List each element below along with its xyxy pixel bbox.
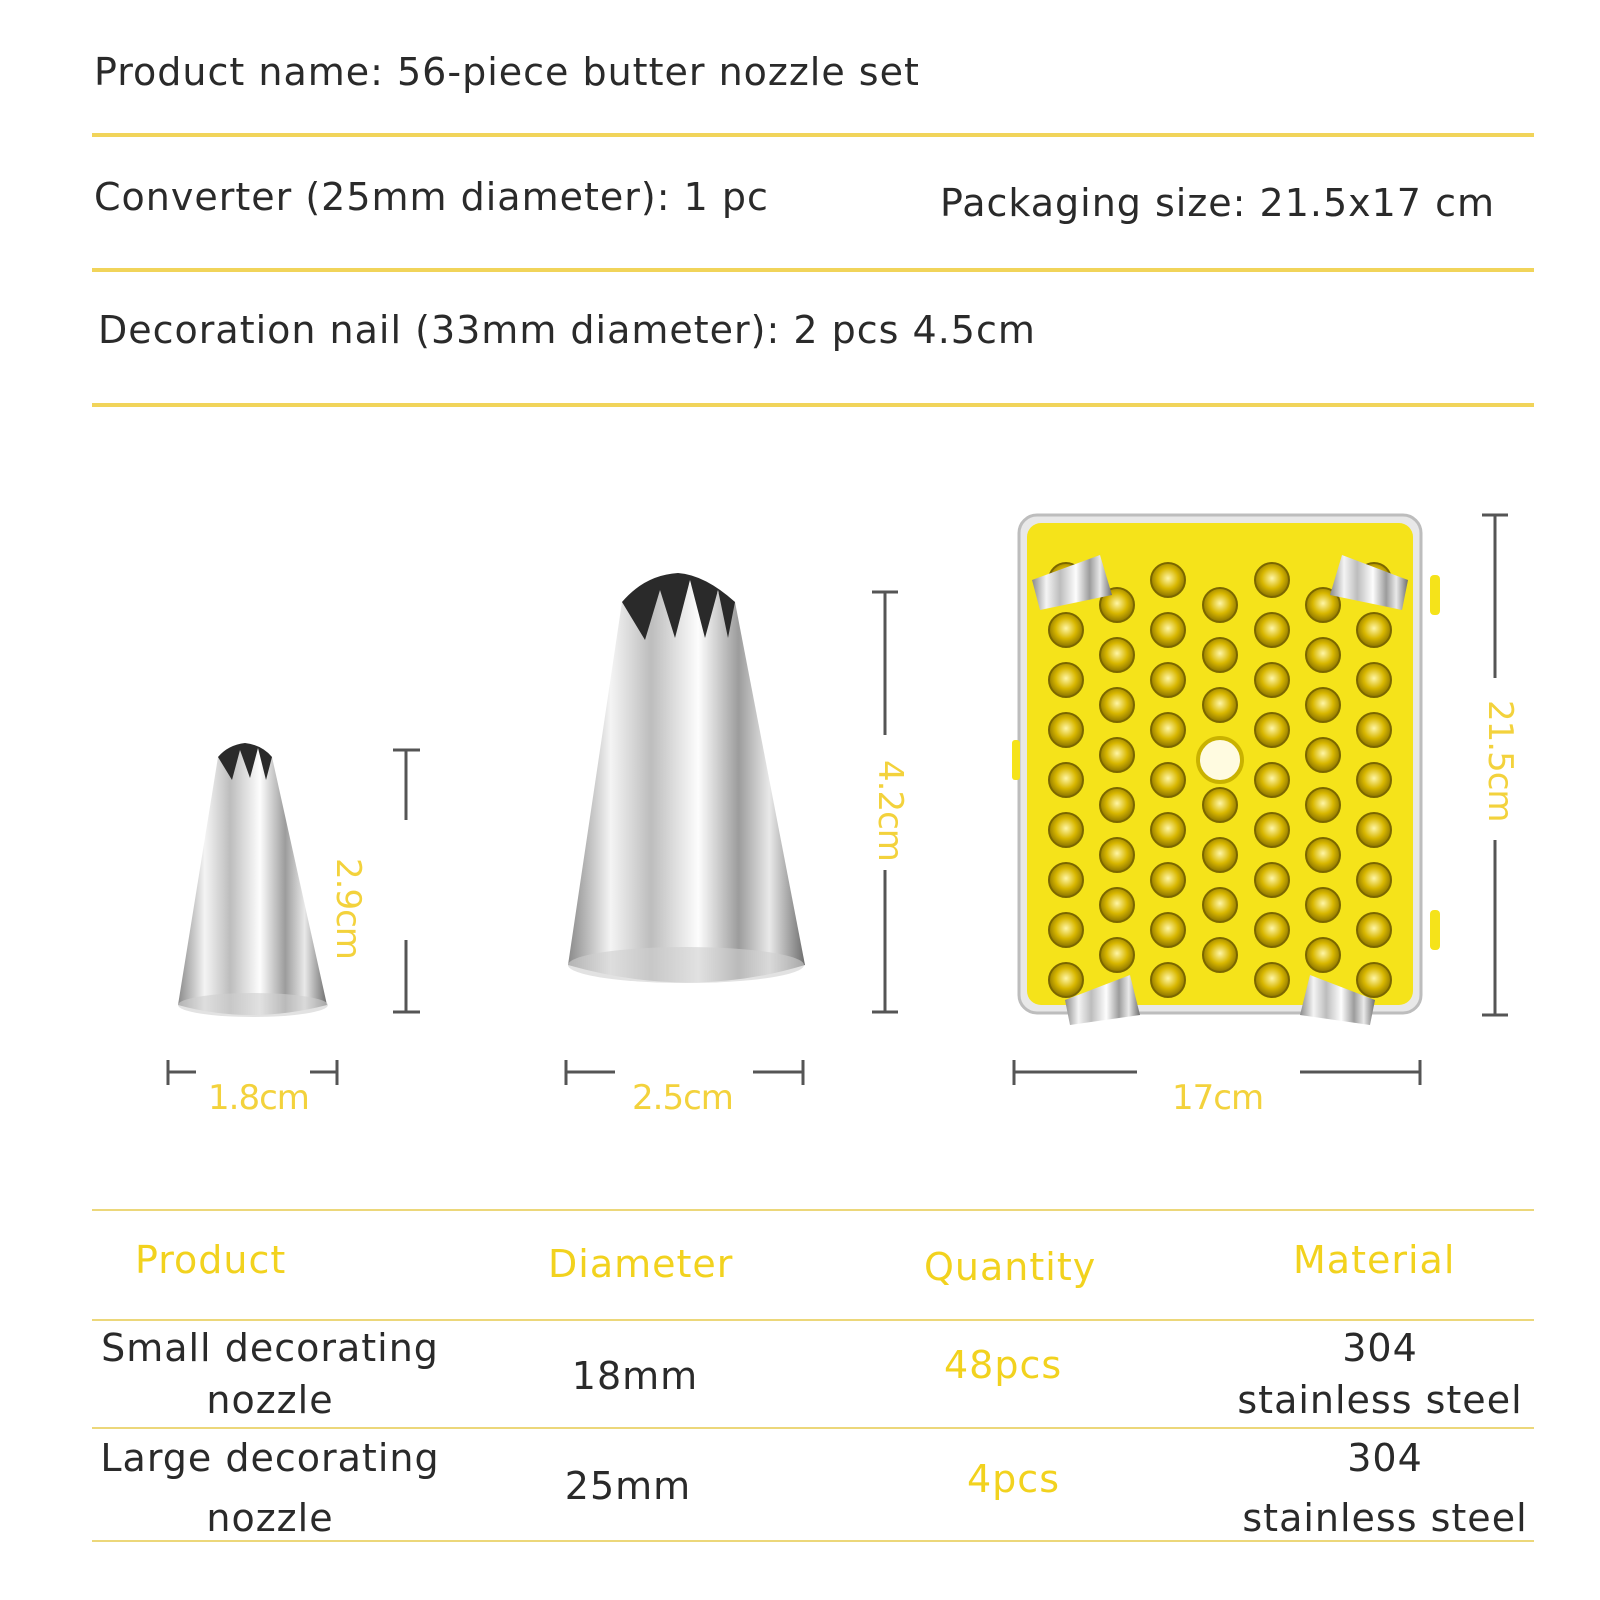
nozzle-slot <box>1306 888 1340 922</box>
product-cell-line2: nozzle <box>206 1378 334 1422</box>
nozzle-slot <box>1306 938 1340 972</box>
nozzle-slot <box>1203 788 1237 822</box>
nozzle-slot <box>1203 888 1237 922</box>
small-nozzle-icon <box>178 743 328 1017</box>
nail-spec: Decoration nail (33mm diameter): 2 pcs 4.5cm <box>98 308 1036 352</box>
table-header-material: Material <box>1293 1238 1456 1282</box>
nozzle-slot <box>1357 963 1391 997</box>
nozzle-slot <box>1151 913 1185 947</box>
nozzle-slot <box>1049 963 1083 997</box>
nozzle-slot <box>1203 638 1237 672</box>
nozzle-slot <box>1306 738 1340 772</box>
nozzle-slot <box>1357 663 1391 697</box>
nozzle-slot <box>1255 813 1289 847</box>
nozzle-slot <box>1203 688 1237 722</box>
divider <box>92 403 1534 407</box>
material-cell <box>1225 1428 1545 1548</box>
material-cell-line2: stainless steel <box>1242 1496 1528 1540</box>
material-cell-line2: stainless steel <box>1237 1378 1523 1422</box>
nozzle-slot <box>1203 938 1237 972</box>
table-bottom-rule <box>92 1540 1534 1542</box>
table-header-diameter: Diameter <box>548 1242 734 1286</box>
nozzle-slot <box>1357 913 1391 947</box>
table-row <box>90 1322 450 1426</box>
material-cell <box>1220 1322 1540 1426</box>
small-width-label: 1.8cm <box>208 1078 309 1118</box>
box-height-label: 21.5cm <box>1480 700 1520 822</box>
nozzle-slot <box>1151 713 1185 747</box>
quantity-cell: 48pcs <box>944 1343 1063 1387</box>
nozzle-slot <box>1049 613 1083 647</box>
nozzle-slot <box>1306 788 1340 822</box>
nozzle-slot <box>1049 913 1083 947</box>
packaging-spec: Packaging size: 21.5x17 cm <box>940 181 1495 225</box>
packaging-box-icon <box>1012 515 1440 1025</box>
nozzle-slot <box>1255 663 1289 697</box>
large-width-label: 2.5cm <box>632 1078 733 1118</box>
nozzle-slot <box>1255 613 1289 647</box>
nozzle-slot <box>1049 663 1083 697</box>
nozzle-slot <box>1049 763 1083 797</box>
nozzle-slot <box>1100 638 1134 672</box>
nozzle-slot <box>1357 713 1391 747</box>
table-top-rule <box>92 1209 1534 1211</box>
nozzle-slot <box>1306 838 1340 872</box>
nozzle-slot <box>1357 813 1391 847</box>
nozzle-slot <box>1357 763 1391 797</box>
nozzle-slot <box>1151 563 1185 597</box>
material-cell-line1: 304 <box>1342 1326 1418 1370</box>
product-cell-line1: Small decorating <box>101 1326 439 1370</box>
nozzle-slot <box>1306 688 1340 722</box>
nozzle-slot <box>1049 813 1083 847</box>
material-cell-line1: 304 <box>1347 1436 1423 1480</box>
table-header-product: Product <box>135 1238 287 1282</box>
converter-spec: Converter (25mm diameter): 1 pc <box>94 175 769 219</box>
nozzle-slot <box>1255 963 1289 997</box>
product-name: Product name: 56-piece butter nozzle set <box>94 50 920 94</box>
nozzle-slot <box>1100 688 1134 722</box>
box-width-label: 17cm <box>1172 1078 1264 1118</box>
nozzle-slot <box>1357 863 1391 897</box>
nozzle-slot <box>1151 813 1185 847</box>
nozzle-slot <box>1203 588 1237 622</box>
nozzle-slot <box>1255 763 1289 797</box>
nozzle-slot <box>1100 738 1134 772</box>
product-cell-line2: nozzle <box>206 1496 334 1540</box>
nozzle-slot <box>1049 863 1083 897</box>
divider <box>92 268 1534 272</box>
nozzle-slot <box>1151 613 1185 647</box>
nozzle-slot <box>1100 888 1134 922</box>
nozzle-slot <box>1357 613 1391 647</box>
table-row <box>90 1428 450 1548</box>
quantity-cell: 4pcs <box>967 1457 1060 1501</box>
diameter-cell: 18mm <box>571 1354 699 1398</box>
nozzle-slot <box>1255 563 1289 597</box>
divider <box>92 133 1534 137</box>
nozzle-slot <box>1100 788 1134 822</box>
nozzle-slot <box>1151 763 1185 797</box>
table-header-quantity: Quantity <box>924 1245 1097 1289</box>
nozzle-slot <box>1151 863 1185 897</box>
table-header-rule <box>92 1319 1534 1321</box>
nozzle-slot <box>1306 638 1340 672</box>
large-nozzle-icon <box>568 573 805 983</box>
nozzle-slot <box>1255 713 1289 747</box>
small-height-label: 2.9cm <box>328 858 368 959</box>
nozzle-slot <box>1100 838 1134 872</box>
nozzle-slot <box>1255 863 1289 897</box>
nozzle-slot <box>1100 938 1134 972</box>
diameter-cell: 25mm <box>564 1464 692 1508</box>
nozzle-slot <box>1049 713 1083 747</box>
large-height-label: 4.2cm <box>870 760 910 861</box>
nozzle-slot <box>1151 963 1185 997</box>
product-cell-line1: Large decorating <box>100 1436 440 1480</box>
nozzle-slot <box>1255 913 1289 947</box>
nozzle-slot <box>1203 838 1237 872</box>
product-illustration <box>0 440 1600 1140</box>
nozzle-slot <box>1151 663 1185 697</box>
